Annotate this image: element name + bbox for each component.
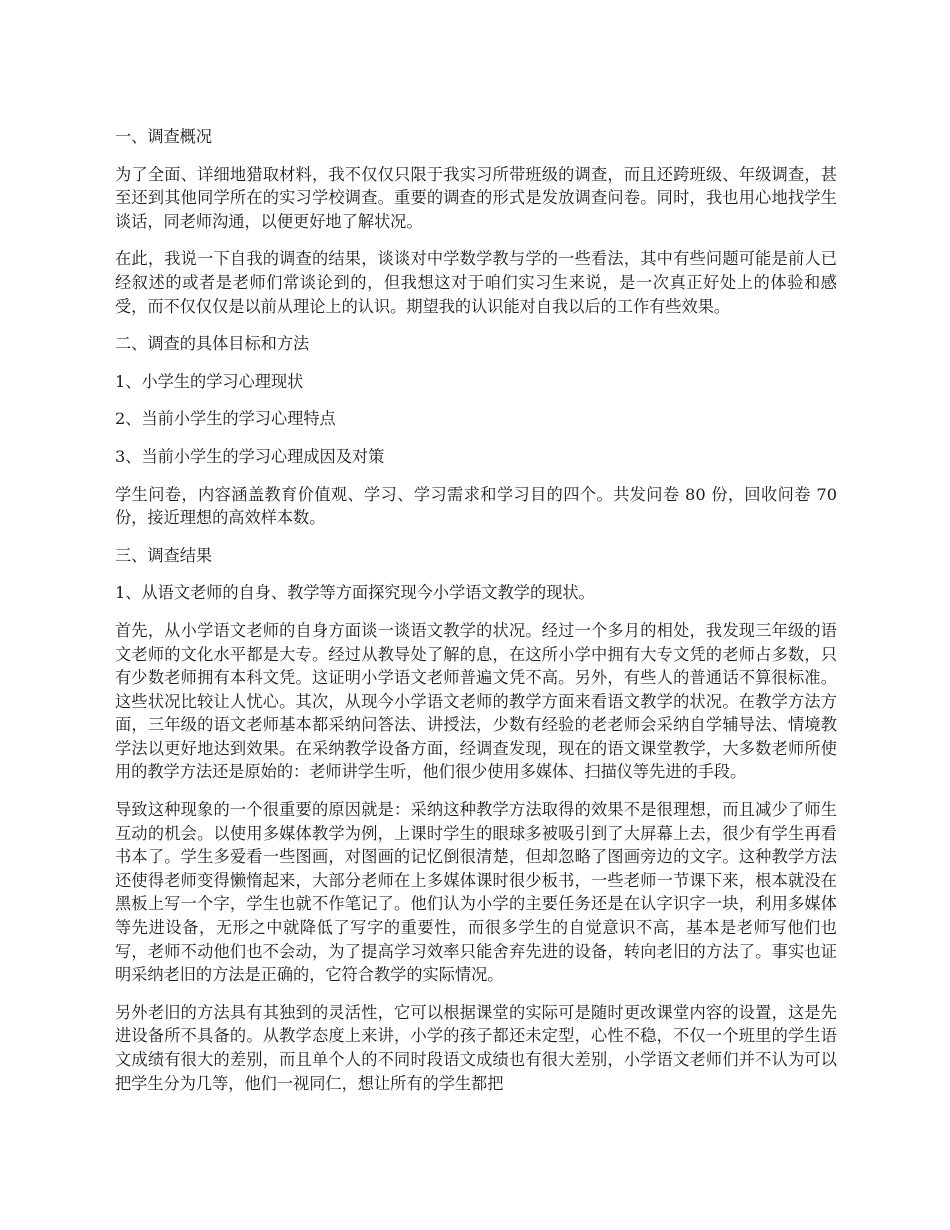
- section-title-goals: 二、调查的具体目标和方法: [115, 334, 310, 354]
- list-item-goal-3: 3、当前小学生的学习心理成因及对策: [115, 446, 385, 466]
- paragraph-reasons: 导致这种现象的一个很重要的原因就是：采纳这种教学方法取得的效果不是很理想，而且减少了师生互动的机会。以使用多媒体教学为例，上课时学生的眼球多被吸引到了大屏幕上去，很少有学生再看书本了。学生多爱看一些图画，对图画的记忆倒很清楚，但却忽略了图画旁边的文字。这种教学方法还使得老师变得懒惰起来，大部分老师在上多媒体课时很少板书，一些老师一节课下来，根本就没在黑板上写一个字，学生也就不作笔记了。他们认为小学的主要任务还是在认字识字一块，利用多媒体等先进设备，无形之中就降低了写字的重要性，而很多学生的自觉意识不高，基本是老师写他们也写，老师不动他们也不会动，为了提高学习效率只能舍弃先进的设备，转向老旧的方法了。事实也证明采纳老旧的方法是正确的，它符合教学的实际情况。: [115, 800, 837, 985]
- section-title-results: 三、调查结果: [115, 545, 213, 565]
- section-title-overview: 一、调查概况: [115, 127, 213, 146]
- paragraph-teacher-status: 首先，从小学语文老师的自身方面谈一谈语文教学的状况。经过一个多月的相处，我发现三年级的语文老师的文化水平都是大专。经过从教导处了解的息，在这所小学中拥有大专文凭的老师占多数，只有少数老师拥有本科文凭。这证明小学语文老师普遍文凭不高。另外，有些人的普通话不算很标准。这些状况比较让人忧心。其次，从现今小学语文老师的教学方面来看语文教学的状况。在教学方法方面，三年级的语文老师基本都采纳问答法、讲授法，少数有经验的老老师会采纳自学辅导法、情境教学法以更好地达到效果。在采纳教学设备方面，经调查发现，现在的语文课堂教学，大多数老师所使用的教学方法还是原始的：老师讲学生听，他们很少使用多媒体、扫描仪等先进的手段。: [115, 620, 837, 782]
- list-item-goal-1: 1、小学生的学习心理现状: [115, 371, 304, 391]
- paragraph-method: 为了全面、详细地猎取材料，我不仅仅只限于我实习所带班级的调查，而且还跨班级、年级调查，甚至还到其他同学所在的实习学校调查。重要的调查的形式是发放调查问卷。同时，我也用心地找学生谈话，同老师沟通，以便更好地了解状况。: [115, 164, 837, 231]
- document-page: [115, 125, 837, 1109]
- paragraph-questionnaire: 学生问卷，内容涵盖教育价值观、学习、学习需求和学习目的四个。共发问卷 80 份，回收问卷 70 份，接近理想的高效样本数。: [115, 484, 837, 528]
- list-item-result-1: 1、从语文老师的自身、教学等方面探究现今小学语文教学的现状。: [115, 583, 595, 603]
- paragraph-flexibility: 另外老旧的方法具有其独到的灵活性，它可以根据课堂的实际可是随时更改课堂内容的设置，这是先进设备所不具备的。从教学态度上来讲，小学的孩子都还未定型，心性不稳，不仅一个班里的学生语文成绩有很大的差别，而且单个人的不同时段语文成绩也有很大差别，小学语文老师们并不认为可以把学生分为几等，他们一视同仁，想让所有的学生都把: [115, 1002, 837, 1093]
- paragraph-intro: 在此，我说一下自我的调查的结果，谈谈对中学数学教与学的一些看法，其中有些问题可能是前人已经叙述的或者是老师们常谈论到的，但我想这对于咱们实习生来说，是一次真正好处上的体验和感受，而不仅仅仅是以前从理论上的认识。期望我的认识能对自我以后的工作有些效果。: [115, 249, 837, 316]
- list-item-goal-2: 2、当前小学生的学习心理特点: [115, 409, 336, 429]
